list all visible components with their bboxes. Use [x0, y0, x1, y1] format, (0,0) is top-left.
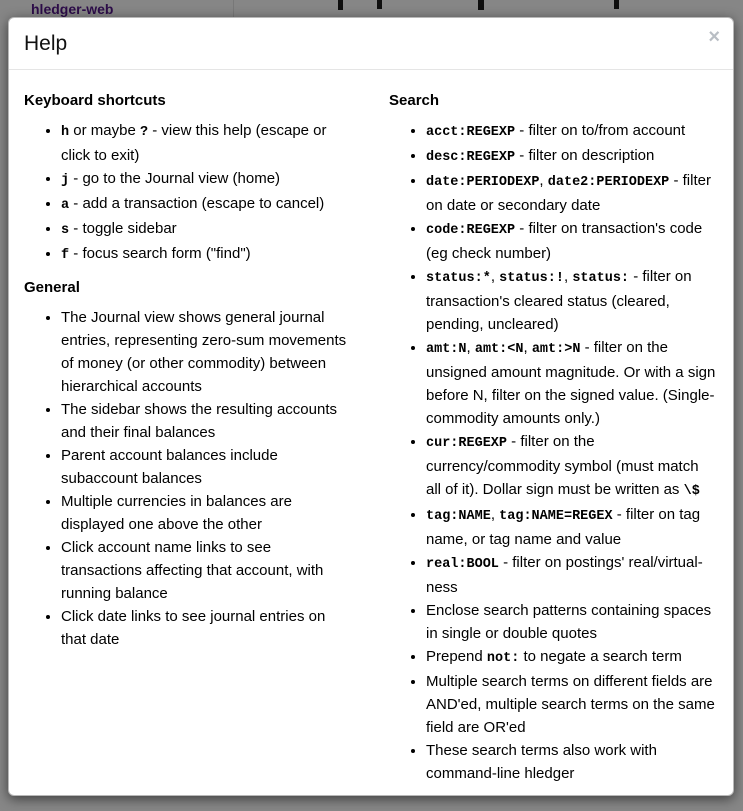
- section-heading: Search: [389, 92, 440, 109]
- list-item: • f - focus search form ("find"): [61, 242, 349, 267]
- code-term: amt:<N: [474, 342, 524, 357]
- help-list: [24, 306, 349, 651]
- code-term: amt:N: [426, 342, 467, 357]
- list-item: • amt:N, amt:<N, amt:>N - filter on the unsigned amount magnitude. Or with a sign before N, filter on the signed value. (Single-commodity amounts only.): [426, 336, 716, 430]
- list-item: • cur:REGEXP - filter on the currency/commodity symbol (must match all of it). Dollar sign must be written as \$: [426, 430, 716, 503]
- code-term: cur:REGEXP: [426, 436, 508, 451]
- code-term: date2:PERIODEXP: [547, 175, 670, 190]
- list-item: • Multiple search terms on different fields are AND'ed, multiple search terms on the same field are OR'ed: [426, 670, 716, 739]
- help-list: [24, 119, 349, 267]
- close-icon[interactable]: ×: [708, 26, 720, 48]
- code-term: tag:NAME: [426, 509, 491, 524]
- code-term: amt:>N: [531, 342, 581, 357]
- modal-title: Help: [24, 32, 68, 55]
- list-item: • j - go to the Journal view (home): [61, 167, 349, 192]
- code-term: a: [61, 198, 70, 213]
- list-item: • Multiple currencies in balances are displayed one above the other: [61, 490, 349, 536]
- list-item: • Click account name links to see transactions affecting that account, with running balance: [61, 536, 349, 605]
- code-term: status:: [572, 271, 630, 286]
- list-item: • acct:REGEXP - filter on to/from account: [426, 119, 716, 144]
- list-item: • Prepend not: to negate a search term: [426, 645, 716, 670]
- list-item: • tag:NAME, tag:NAME=REGEX - filter on tag name, or tag name and value: [426, 503, 716, 551]
- help-column-left: [24, 92, 371, 793]
- section-heading: Keyboard shortcuts: [24, 92, 166, 109]
- code-term: j: [61, 173, 70, 188]
- code-term: s: [61, 223, 70, 238]
- code-term: tag:NAME=REGEX: [499, 509, 613, 524]
- list-item: • The sidebar shows the resulting accounts and their final balances: [61, 398, 349, 444]
- code-term: acct:REGEXP: [426, 125, 516, 140]
- code-term: h: [61, 125, 70, 140]
- list-item: • These search terms also work with command-line hledger: [426, 739, 716, 785]
- code-term: date:PERIODEXP: [426, 175, 540, 190]
- code-term: code:REGEXP: [426, 223, 516, 238]
- code-term: \$: [683, 484, 700, 499]
- modal-body: [9, 70, 733, 796]
- modal-header: [9, 18, 733, 70]
- hledger-web-brand-link[interactable]: hledger-web: [31, 1, 114, 17]
- section-heading: General: [24, 279, 80, 296]
- list-item: • date:PERIODEXP, date2:PERIODEXP - filter on date or secondary date: [426, 169, 716, 217]
- code-term: f: [61, 248, 70, 263]
- code-term: not:: [486, 651, 520, 666]
- code-term: status:!: [499, 271, 564, 286]
- list-item: • s - toggle sidebar: [61, 217, 349, 242]
- list-item: • real:BOOL - filter on postings' real/virtual-ness: [426, 551, 716, 599]
- help-list: [389, 119, 716, 785]
- code-term: status:*: [426, 271, 491, 286]
- help-column-right: [371, 92, 718, 793]
- list-item: • Click date links to see journal entries on that date: [61, 605, 349, 651]
- list-item: • The Journal view shows general journal entries, representing zero-sum movements of money (or other commodity) between hierarchical accounts: [61, 306, 349, 398]
- list-item: • desc:REGEXP - filter on description: [426, 144, 716, 169]
- list-item: • code:REGEXP - filter on transaction's code (eg check number): [426, 217, 716, 265]
- code-term: desc:REGEXP: [426, 150, 516, 165]
- code-term: real:BOOL: [426, 557, 499, 572]
- help-modal: [8, 17, 734, 796]
- list-item: • status:*, status:!, status: - filter on transaction's cleared status (cleared, pending, uncleared): [426, 265, 716, 336]
- list-item: • a - add a transaction (escape to cancel): [61, 192, 349, 217]
- code-term: ?: [139, 125, 149, 140]
- list-item: • h or maybe ? - view this help (escape or click to exit): [61, 119, 349, 167]
- list-item: • Enclose search patterns containing spaces in single or double quotes: [426, 599, 716, 645]
- list-item: • Parent account balances include subaccount balances: [61, 444, 349, 490]
